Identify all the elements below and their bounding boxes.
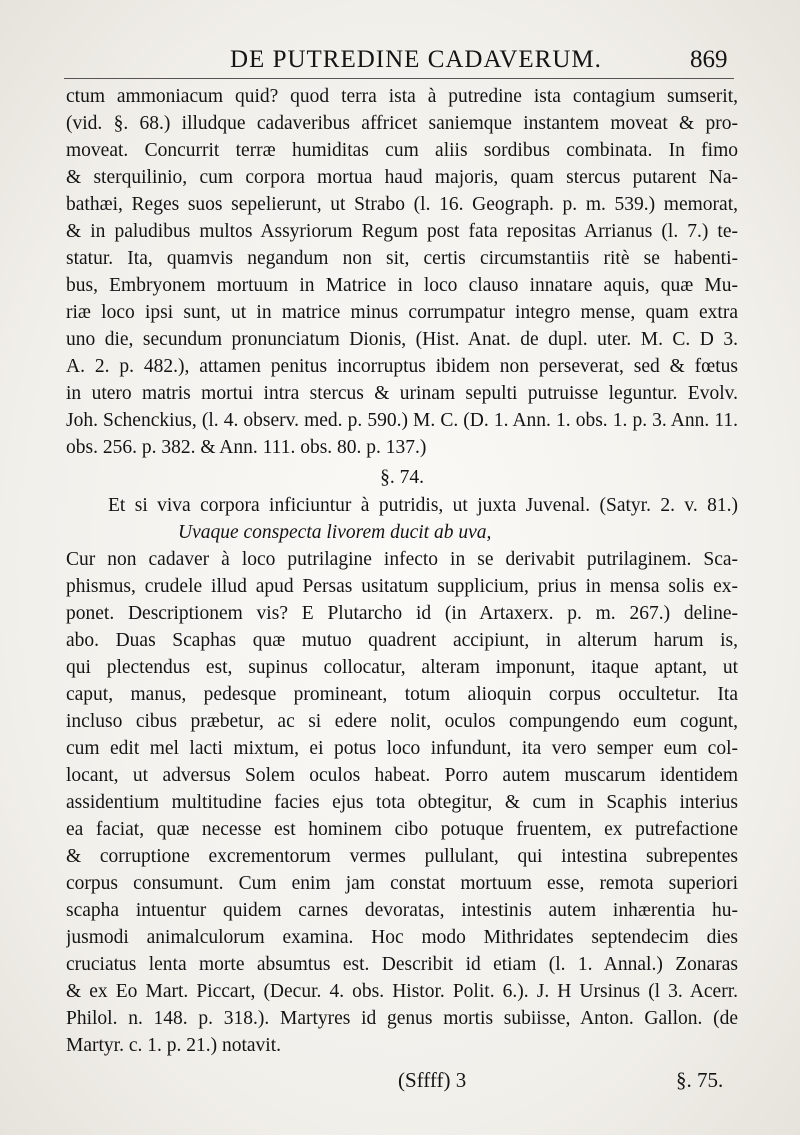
- running-title: DE PUTREDINE CADAVERUM.: [230, 46, 602, 73]
- text-line: (vid. §. 68.) illudque cadaveribus affricet saniemque instantem moveat & pro-: [66, 113, 738, 134]
- text-line: moveat. Concurrit terræ humiditas cum aliis sordibus combinata. In fimo: [66, 140, 738, 161]
- text-line: jusmodi animalculorum examina. Hoc modo Mithridates septendecim dies: [66, 927, 738, 948]
- section-heading: §. 74.: [380, 467, 424, 488]
- text-line: Et si viva corpora inficiuntur à putridis, ut juxta Juvenal. (Satyr. 2. v. 81.): [108, 495, 738, 516]
- text-line: ea faciat, quæ necesse est hominem cibo potuque fruentem, ex putrefactione: [66, 819, 738, 840]
- verse-quote: Uvaque conspecta livorem ducit ab uva,: [178, 522, 492, 543]
- text-line: riæ loco ipsi sunt, ut in matrice minus corrumpatur integro mense, quam extra: [66, 302, 738, 323]
- text-line: bathæi, Reges suos sepelierunt, ut Strabo (l. 16. Geograph. p. m. 539.) memorat,: [66, 194, 738, 215]
- text-line: caput, manus, pedesque promineant, totum alioquin corpus occultetur. Ita: [66, 684, 738, 705]
- text-line: A. 2. p. 482.), attamen penitus incorruptus ibidem non perseverat, sed & fœtus: [66, 356, 738, 377]
- text-line: Martyr. c. 1. p. 21.) notavit.: [66, 1035, 282, 1056]
- running-head: [0, 42, 800, 78]
- text-line: scapha intuentur quidem carnes devoratas, intestinis autem inhærentia hu-: [66, 900, 738, 921]
- page-number: 869: [690, 46, 728, 73]
- text-line: phismus, crudele illud apud Persas usitatum supplicium, prius in mensa solis ex-: [66, 576, 738, 597]
- text-line: assidentium multitudine facies ejus tota obtegitur, & cum in Scaphis interius: [66, 792, 738, 813]
- text-line: abo. Duas Scaphas quæ mutuo quadrent accipiunt, in alterum harum is,: [66, 630, 738, 651]
- text-line: Philol. n. 148. p. 318.). Martyres id genus mortis subiisse, Anton. Gallon. (de: [66, 1008, 738, 1029]
- text-line: Cur non cadaver à loco putrilagine infecto in se derivabit putrilaginem. Sca-: [66, 549, 738, 570]
- text-line: cum edit mel lacti mixtum, ei potus loco infundunt, ita vero semper eum col-: [66, 738, 738, 759]
- text-line: corpus consumunt. Cum enim jam constat mortuum esse, remota superiori: [66, 873, 738, 894]
- signature-mark: (Sffff) 3: [398, 1068, 467, 1092]
- text-line: & ex Eo Mart. Piccart, (Decur. 4. obs. Histor. Polit. 6.). J. H Ursinus (l 3. Acerr.: [66, 981, 738, 1002]
- text-line: qui plectendus est, supinus collocatur, alteram imponunt, itaque aptant, ut: [66, 657, 738, 678]
- text-line: locant, ut adversus Solem oculos habeat. Porro autem muscarum identidem: [66, 765, 738, 786]
- catchword: §. 75.: [676, 1068, 724, 1092]
- text-line: & sterquilinio, cum corpora mortua haud majoris, quam stercus putarent Na-: [66, 167, 738, 188]
- text-line: ctum ammoniacum quid? quod terra ista à putredine ista contagium sumserit,: [66, 86, 738, 107]
- text-line: & corruptione excrementorum vermes pullulant, qui intestina subrepentes: [66, 846, 738, 867]
- text-line: in utero matris mortui intra stercus & urinam sepulti putruisse leguntur. Evolv.: [66, 383, 738, 404]
- text-line: incluso cibus præbetur, ac si edere nolit, oculos compungendo eum cogunt,: [66, 711, 738, 732]
- text-line: statur. Ita, quamvis negandum non sit, certis circumstantiis ritè se habenti-: [66, 248, 738, 269]
- text-line: ponet. Descriptionem vis? E Plutarcho id (in Artaxerx. p. m. 267.) deline-: [66, 603, 738, 624]
- text-line: & in paludibus multos Assyriorum Regum post fata repositas Arrianus (l. 7.) te-: [66, 221, 738, 242]
- text-line: uno die, secundum pronunciatum Dionis, (Hist. Anat. de dupl. uter. M. C. D 3.: [66, 329, 738, 350]
- text-line: obs. 256. p. 382. & Ann. 111. obs. 80. p. 137.): [66, 437, 427, 458]
- text-line: cruciatus lenta morte absumtus est. Describit id etiam (l. 1. Annal.) Zonaras: [66, 954, 738, 975]
- header-rule: [64, 78, 734, 79]
- text-line: Joh. Schenckius, (l. 4. observ. med. p. 590.) M. C. (D. 1. Ann. 1. obs. 1. p. 3. Ann. 11.: [66, 410, 738, 431]
- text-line: bus, Embryonem mortuum in Matrice in loco clauso innatare aquis, quæ Mu-: [66, 275, 738, 296]
- page-footer: [0, 1068, 800, 1098]
